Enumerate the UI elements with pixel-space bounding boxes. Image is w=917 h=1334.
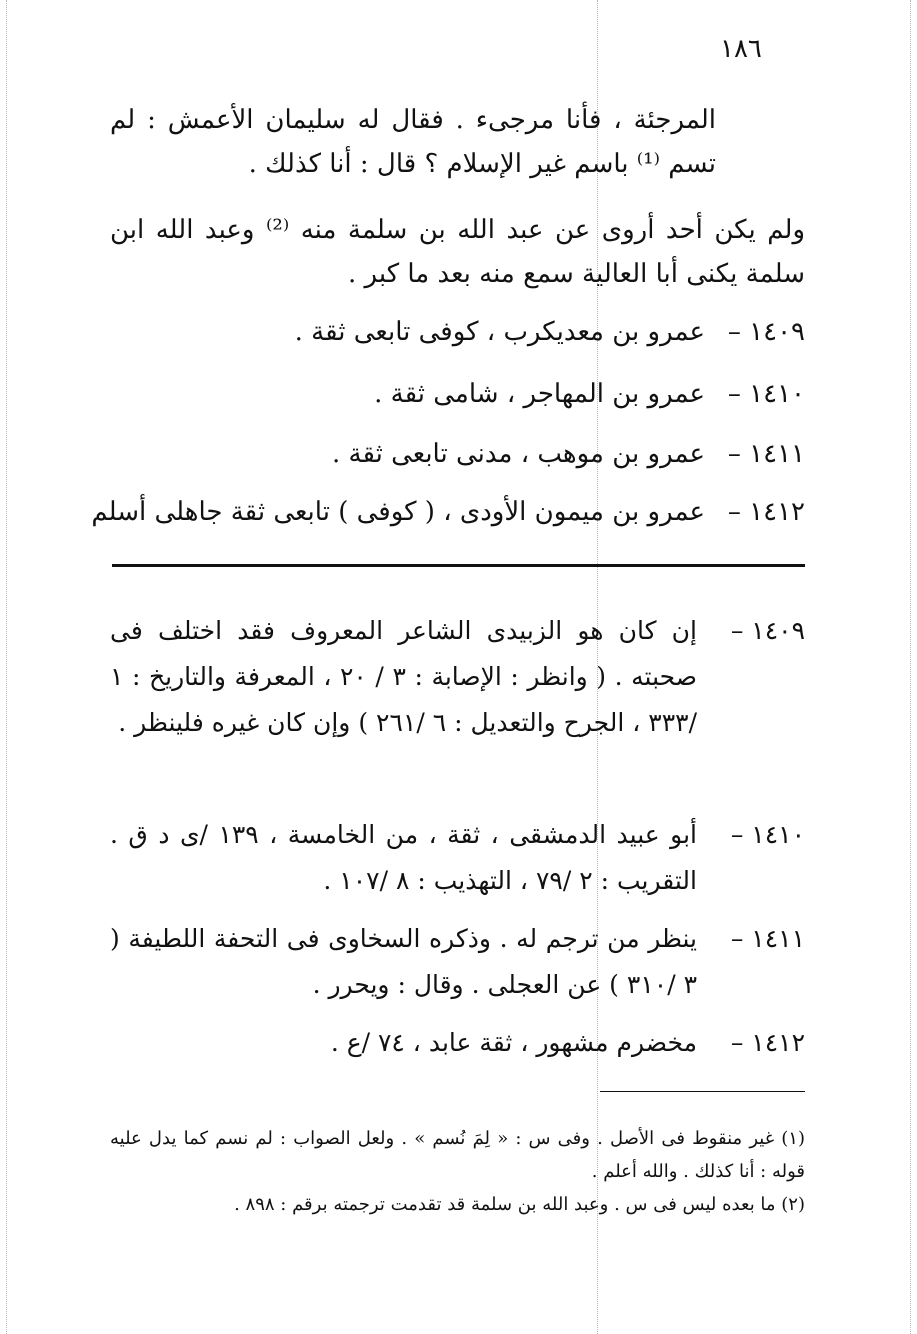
entry-number: ١٤٠٩ – xyxy=(727,317,805,347)
note-number: ١٤٠٩ – xyxy=(730,616,805,645)
continuation-paragraph-1: المرجئة ، فأنا مرجىء . فقال له سليمان الأعمش : لم تسم ⁽¹⁾ باسم غير الإسلام ؟ قال : أنا كذلك . xyxy=(110,105,716,179)
entry-number: ١٤١١ – xyxy=(727,439,805,469)
note-number: ١٤١١ – xyxy=(730,924,805,953)
entry-text: عمرو بن ميمون الأودى ، ( كوفى ) تابعى ثقة جاهلى أسلم xyxy=(91,497,705,527)
note-text: مخضرم مشهور ، ثقة عابد ، ٧٤ /ع . xyxy=(330,1028,697,1057)
entry-text: عمرو بن المهاجر ، شامى ثقة . xyxy=(374,379,705,409)
entry-row xyxy=(91,490,805,534)
entry-number: ١٤١٠ – xyxy=(727,379,805,409)
continuation-paragraph-2: ولم يكن أحد أروى عن عبد الله بن سلمة منه ⁽²⁾ وعبد الله ابن سلمة يكنى أبا العالية سمع منه بعد ما كبر . xyxy=(110,215,806,289)
entry-row xyxy=(110,432,805,476)
entry-row xyxy=(110,372,805,416)
section-divider xyxy=(112,564,805,567)
note-text: ينظر من ترجم له . وذكره السخاوى فى التحفة اللطيفة ( ٣ /٣١٠ ) عن العجلى . وقال : ويحرر . xyxy=(110,924,697,999)
note-text: إن كان هو الزبيدى الشاعر المعروف فقد اختلف فى صحبته . ( وانظر : الإصابة : ٣ / ٢٠ ، المعرفة والتاريخ : ١ /٣٣٣ ، الجرح والتعديل : ٦ /٢٦١ ) وإن كان غيره فلينظر . xyxy=(110,616,697,737)
note-text: أبو عبيد الدمشقى ، ثقة ، من الخامسة ، ١٣٩ /ى د ق . التقريب : ٢ /٧٩ ، التهذيب : ٨ /١٠٧ . xyxy=(110,820,697,895)
footnote-2: (٢) ما بعده ليس فى س . وعبد الله بن سلمة قد تقدمت ترجمته برقم : ٨٩٨ . xyxy=(234,1194,805,1215)
footnote-1: (١) غير منقوط فى الأصل . وفى س : « لِمَ نُسم » . ولعل الصواب : لم نسم كما يدل عليه قوله : أنا كذلك . والله أعلم . xyxy=(110,1128,805,1182)
entry-number: ١٤١٢ – xyxy=(727,497,805,527)
margin-dotted-line-left xyxy=(6,0,7,1334)
note-number: ١٤١٠ – xyxy=(730,820,805,849)
entry-text: عمرو بن معديكرب ، كوفى تابعى ثقة . xyxy=(294,317,705,347)
footnotes xyxy=(110,1122,805,1221)
margin-dotted-line-right xyxy=(910,0,911,1334)
entry-row xyxy=(110,310,805,354)
page-number: ١٨٦ xyxy=(720,34,762,64)
footnote-divider xyxy=(600,1091,805,1092)
note-number: ١٤١٢ – xyxy=(730,1028,805,1057)
entry-text: عمرو بن موهب ، مدنى تابعى ثقة . xyxy=(331,439,705,469)
